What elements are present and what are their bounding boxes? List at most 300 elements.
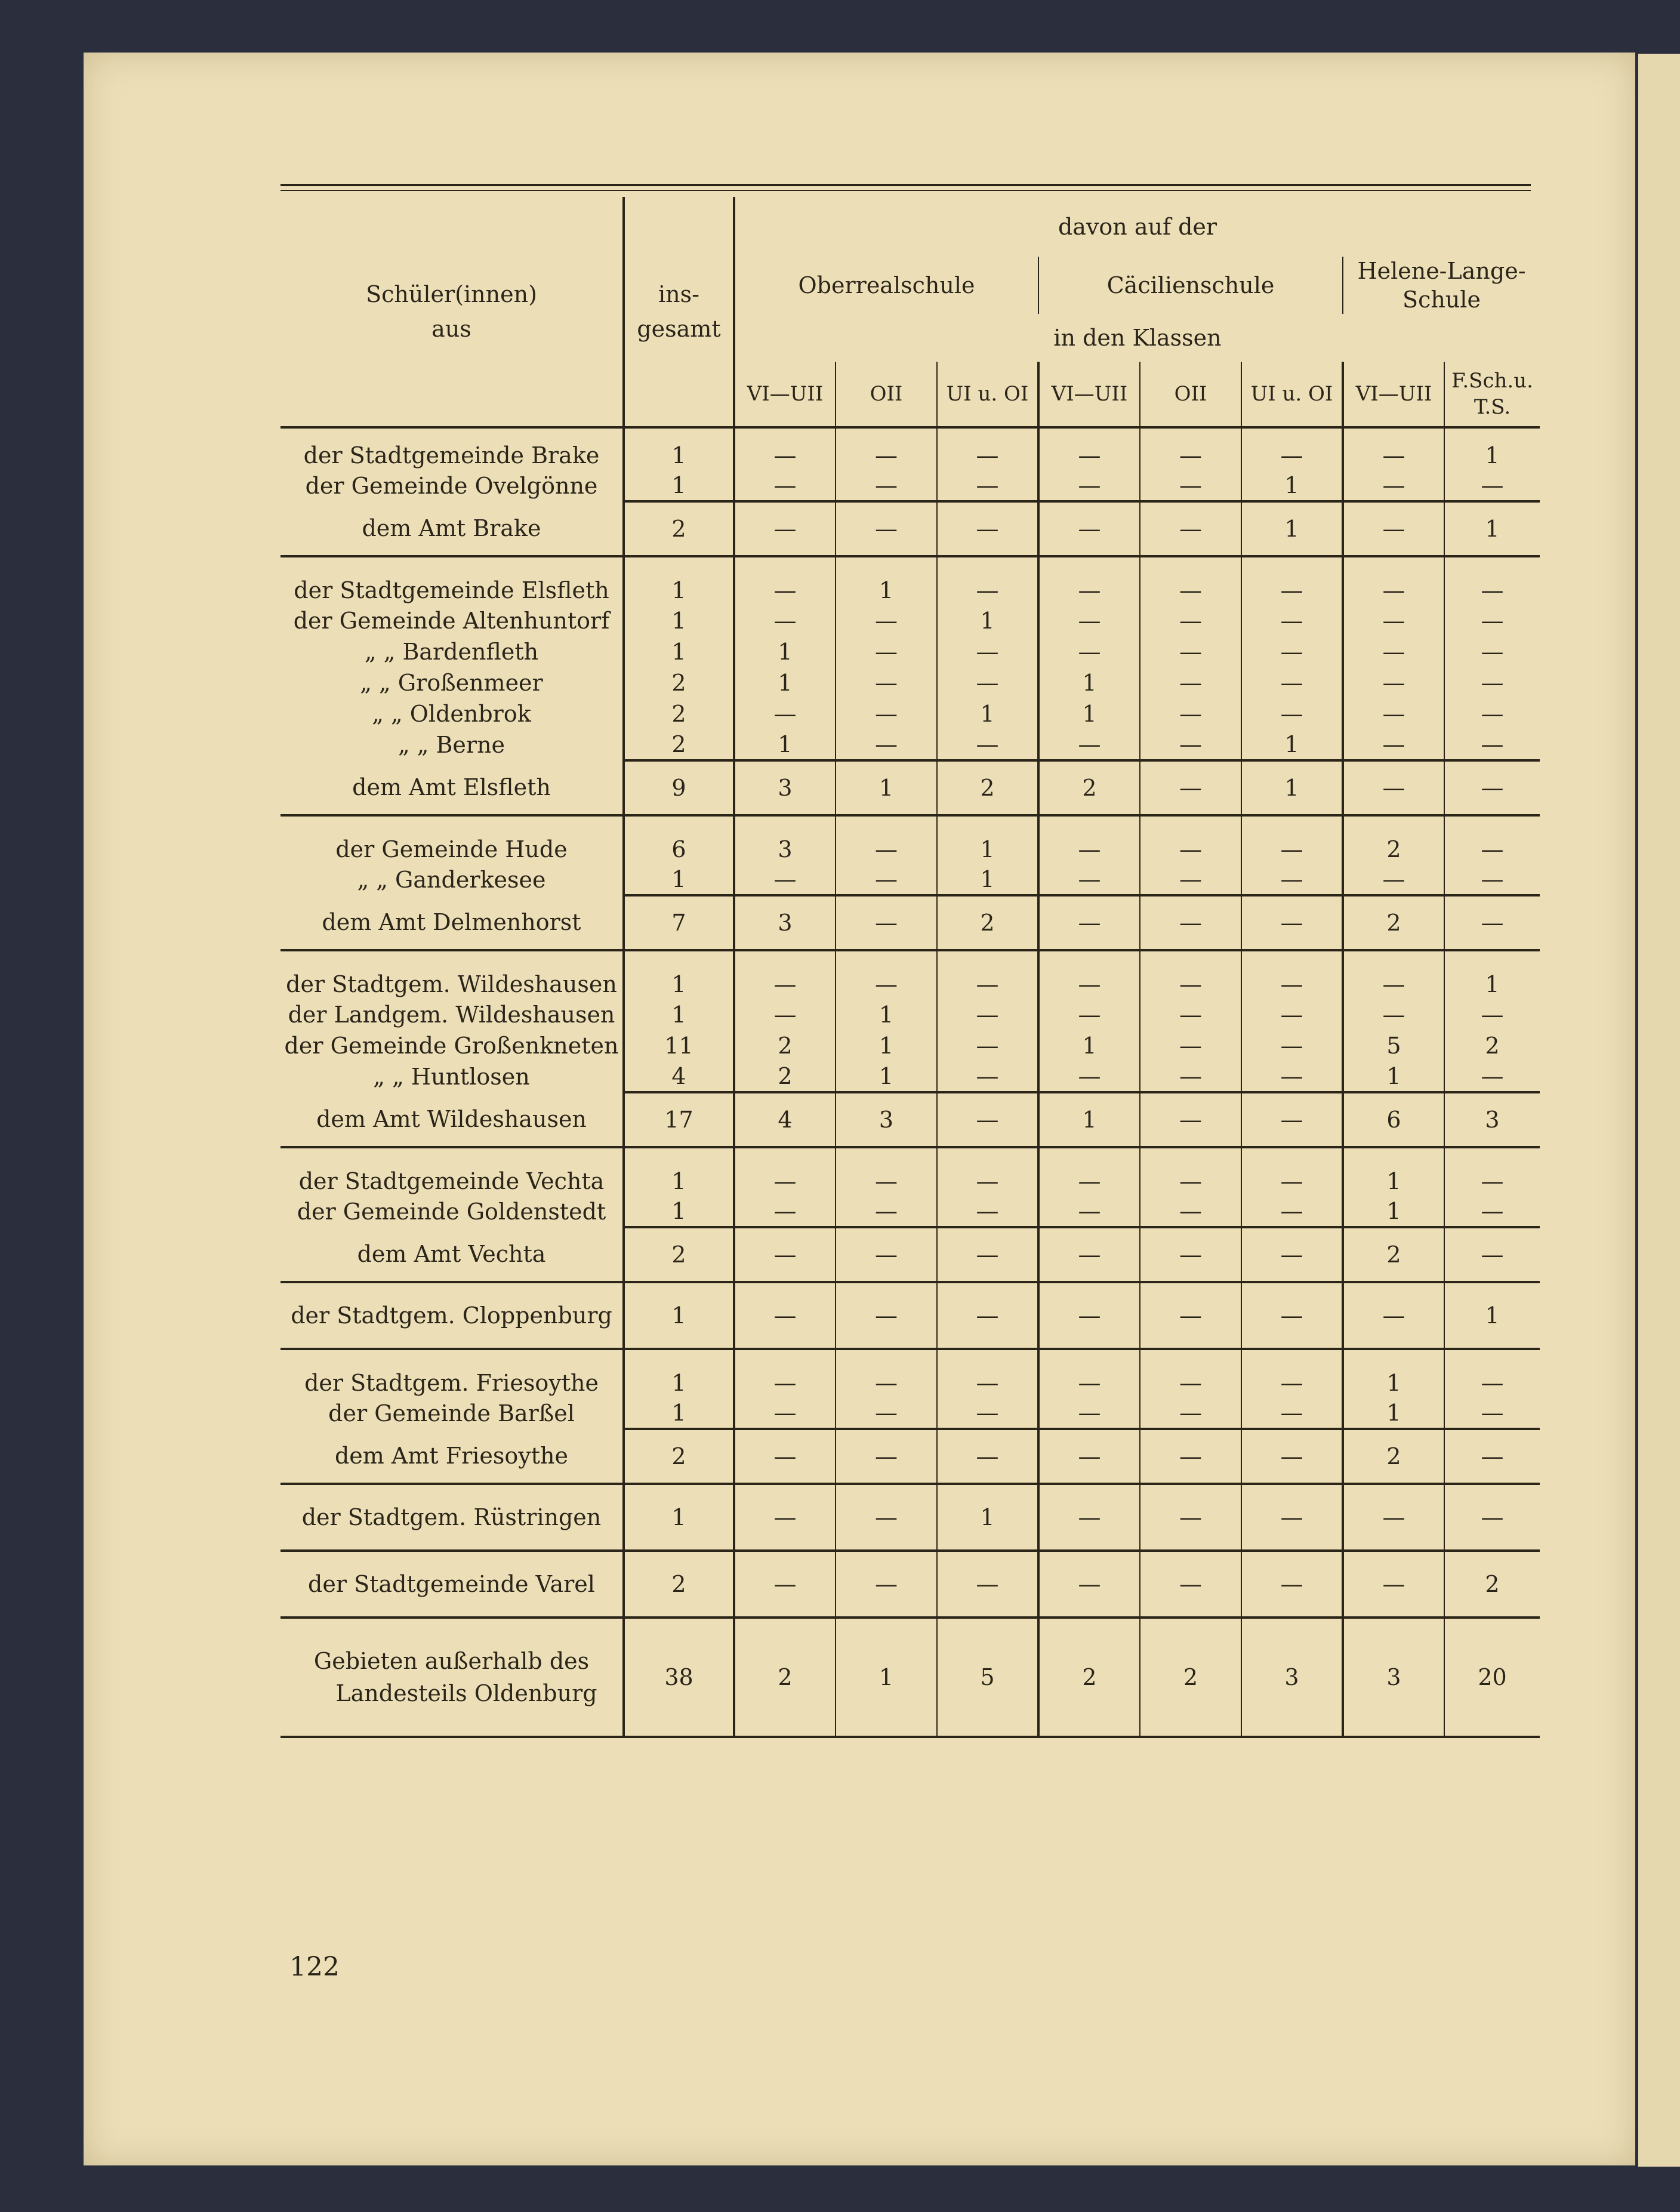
value-cell: 1 (1241, 501, 1343, 556)
value-cell: 2 (1343, 1429, 1444, 1484)
value-cell: — (1241, 1061, 1343, 1092)
value-cell: — (1241, 895, 1343, 950)
value-cell: — (1241, 1349, 1343, 1398)
value-cell: — (937, 1030, 1038, 1061)
value-cell: — (1343, 760, 1444, 815)
table-row (280, 1618, 1540, 1737)
table-row (280, 556, 1540, 605)
value-cell: — (1444, 895, 1540, 950)
value-cell: — (836, 1196, 937, 1227)
value-cell: 1 (937, 815, 1038, 864)
row-label: der Gemeinde Barßel (328, 1400, 575, 1427)
row-label (280, 1618, 624, 1737)
value-cell: — (1038, 895, 1140, 950)
value-cell: — (1241, 698, 1343, 729)
value-cell: — (734, 1398, 836, 1429)
value-cell: — (1241, 1196, 1343, 1227)
value-cell: — (734, 1227, 836, 1282)
value-cell: 1 (937, 605, 1038, 636)
value-cell: — (1343, 864, 1444, 895)
value-cell: — (734, 1429, 836, 1484)
value-cell: — (836, 895, 937, 950)
value-cell: — (1241, 1092, 1343, 1147)
value-cell: — (1241, 605, 1343, 636)
value-cell: — (1038, 556, 1140, 605)
value-cell: — (836, 1429, 937, 1484)
value-cell: — (734, 605, 836, 636)
row-label: der Gemeinde Goldenstedt (297, 1199, 606, 1225)
total-cell: 17 (624, 1092, 734, 1147)
table-row (280, 605, 1540, 636)
value-cell: 3 (1241, 1618, 1343, 1737)
value-cell: — (1241, 999, 1343, 1030)
value-cell: — (1444, 698, 1540, 729)
header-caecilienschule: Cäcilienschule (1038, 257, 1343, 314)
value-cell: 1 (836, 1618, 937, 1737)
row-label: der Stadtgem. Friesoythe (280, 1349, 624, 1398)
total-cell: 1 (624, 950, 734, 999)
value-cell: 2 (734, 1030, 836, 1061)
row-label: „ „ Huntlosen (373, 1064, 530, 1090)
total-cell: 1 (624, 1196, 734, 1227)
value-cell: — (1038, 1349, 1140, 1398)
header-helene-lange-2: Schule (1402, 286, 1481, 313)
value-cell: — (937, 1551, 1038, 1618)
value-cell: — (836, 698, 937, 729)
value-cell: — (1140, 1092, 1241, 1147)
value-cell: 3 (734, 895, 836, 950)
value-cell: — (1140, 815, 1241, 864)
row-label: der Stadtgem. Cloppenburg (280, 1282, 624, 1349)
row-label-line-2: Landesteils Oldenburg (335, 1680, 597, 1706)
table-row (280, 864, 1540, 895)
total-cell: 7 (624, 895, 734, 950)
value-cell: — (1343, 950, 1444, 999)
value-cell: 5 (1343, 1030, 1444, 1061)
subheader-cs-oii: OII (1140, 362, 1241, 427)
row-label: der Gemeinde Ovelgönne (305, 473, 598, 499)
value-cell: — (734, 470, 836, 501)
value-cell: — (1140, 950, 1241, 999)
value-cell: 5 (937, 1618, 1038, 1737)
total-cell: 4 (624, 1061, 734, 1092)
value-cell: — (1140, 698, 1241, 729)
value-cell: — (1241, 864, 1343, 895)
value-cell: — (836, 667, 937, 698)
value-cell: — (734, 864, 836, 895)
header-origin (280, 197, 624, 427)
value-cell: 2 (1038, 1618, 1140, 1737)
value-cell: — (1343, 1551, 1444, 1618)
value-cell: — (1241, 1282, 1343, 1349)
value-cell: 1 (836, 1061, 937, 1092)
total-cell: 2 (624, 667, 734, 698)
value-cell: — (1444, 605, 1540, 636)
value-cell: — (1038, 605, 1140, 636)
header-total-label: ins- (658, 281, 699, 307)
table-row (280, 815, 1540, 864)
value-cell: — (1140, 1196, 1241, 1227)
value-cell: 20 (1444, 1618, 1540, 1737)
value-cell: — (1140, 1398, 1241, 1429)
value-cell: — (1444, 760, 1540, 815)
table-top-rule (280, 184, 1531, 186)
value-cell: — (1241, 1398, 1343, 1429)
value-cell: — (1140, 1282, 1241, 1349)
value-cell: 1 (1343, 1196, 1444, 1227)
total-cell: 2 (624, 501, 734, 556)
total-cell: 1 (624, 1147, 734, 1196)
value-cell: — (1140, 1061, 1241, 1092)
subheader-hls-vi-uii: VI—UII (1343, 362, 1444, 427)
subheader-hls-fsch (1444, 362, 1540, 427)
value-cell: — (1241, 1484, 1343, 1551)
value-cell: — (1241, 1030, 1343, 1061)
value-cell: — (937, 729, 1038, 760)
table-row (280, 1061, 1540, 1092)
value-cell: — (1444, 1147, 1540, 1196)
table-row (280, 1030, 1540, 1061)
value-cell: — (1140, 636, 1241, 667)
value-cell: 1 (734, 636, 836, 667)
value-cell: — (1241, 427, 1343, 470)
header-helene-lange (1343, 257, 1540, 314)
value-cell: — (836, 1349, 937, 1398)
table-row (280, 1092, 1540, 1147)
value-cell: 1 (1444, 950, 1540, 999)
value-cell: 1 (1241, 729, 1343, 760)
total-cell: 2 (624, 698, 734, 729)
value-cell: 1 (1038, 1030, 1140, 1061)
value-cell: — (937, 999, 1038, 1030)
table-row (280, 427, 1540, 470)
value-cell: — (1038, 1061, 1140, 1092)
value-cell: 2 (1140, 1618, 1241, 1737)
value-cell: — (1038, 950, 1140, 999)
value-cell: — (836, 950, 937, 999)
value-cell: 1 (1343, 1061, 1444, 1092)
total-cell: 6 (624, 815, 734, 864)
value-cell: — (1038, 470, 1140, 501)
table-row (280, 1282, 1540, 1349)
table-row (280, 1147, 1540, 1196)
value-cell: — (1038, 427, 1140, 470)
value-cell: — (937, 1196, 1038, 1227)
value-cell: — (1038, 1429, 1140, 1484)
subheader-ors-ui-oi: UI u. OI (937, 362, 1038, 427)
value-cell: 1 (836, 1030, 937, 1061)
value-cell: — (836, 1484, 937, 1551)
total-cell: 1 (624, 1398, 734, 1429)
subheader-cs-vi-uii: VI—UII (1038, 362, 1140, 427)
value-cell: — (836, 427, 937, 470)
value-cell: — (1140, 501, 1241, 556)
table-row (280, 950, 1540, 999)
value-cell: — (734, 698, 836, 729)
value-cell: 1 (1038, 667, 1140, 698)
row-label: der Stadtgem. Wildeshausen (280, 950, 624, 999)
value-cell: — (1140, 999, 1241, 1030)
value-cell: — (1444, 556, 1540, 605)
value-cell: 1 (1038, 1092, 1140, 1147)
value-cell: — (1444, 864, 1540, 895)
value-cell: — (1140, 760, 1241, 815)
value-cell: 2 (734, 1618, 836, 1737)
value-cell: 1 (836, 999, 937, 1030)
value-cell: 2 (734, 1061, 836, 1092)
row-label: der Stadtgemeinde Elsfleth (280, 556, 624, 605)
row-label: „ „ Ganderkesee (357, 867, 546, 893)
total-cell: 2 (624, 729, 734, 760)
value-cell: — (1038, 729, 1140, 760)
total-cell: 2 (624, 1227, 734, 1282)
header-helene-lange-1: Helene-Lange- (1357, 258, 1526, 284)
value-cell: — (1343, 1282, 1444, 1349)
row-label: dem Amt Wildeshausen (316, 1106, 587, 1132)
value-cell: — (734, 1484, 836, 1551)
table-row (280, 895, 1540, 950)
table-row (280, 1398, 1540, 1429)
value-cell: 1 (836, 556, 937, 605)
value-cell: — (937, 1061, 1038, 1092)
value-cell: — (1444, 815, 1540, 864)
table-row (280, 1227, 1540, 1282)
value-cell: 3 (1444, 1092, 1540, 1147)
value-cell: — (1444, 999, 1540, 1030)
value-cell: — (734, 1147, 836, 1196)
value-cell: — (1241, 667, 1343, 698)
value-cell: — (1241, 1429, 1343, 1484)
row-label: „ „ Großenmeer (360, 670, 543, 696)
value-cell: — (836, 1147, 937, 1196)
header-total (624, 197, 734, 427)
row-label: der Gemeinde Hude (280, 815, 624, 864)
value-cell: — (734, 1282, 836, 1349)
value-cell: 1 (734, 667, 836, 698)
row-label: dem Amt Friesoythe (334, 1443, 568, 1469)
row-label: dem Amt Delmenhorst (322, 909, 581, 935)
value-cell: — (1241, 950, 1343, 999)
value-cell: 2 (937, 760, 1038, 815)
subheader-hls-fsch-2: T.S. (1474, 395, 1511, 419)
value-cell: 1 (1444, 427, 1540, 470)
total-cell: 1 (624, 999, 734, 1030)
value-cell: — (836, 605, 937, 636)
value-cell: — (1343, 698, 1444, 729)
value-cell: — (1444, 1227, 1540, 1282)
table-row (280, 667, 1540, 698)
total-cell: 1 (624, 1349, 734, 1398)
header-oberrealschule: Oberrealschule (734, 257, 1038, 314)
value-cell: — (1343, 667, 1444, 698)
value-cell: — (1140, 864, 1241, 895)
value-cell: — (1343, 999, 1444, 1030)
value-cell: — (1140, 1551, 1241, 1618)
value-cell: — (1038, 1147, 1140, 1196)
value-cell: 3 (836, 1092, 937, 1147)
table-row (280, 470, 1540, 501)
total-cell: 1 (624, 605, 734, 636)
value-cell: — (836, 729, 937, 760)
header-total-label-2: gesamt (637, 316, 721, 342)
value-cell: — (1343, 605, 1444, 636)
table-row (280, 729, 1540, 760)
table-row (280, 636, 1540, 667)
value-cell: — (1140, 427, 1241, 470)
total-cell: 9 (624, 760, 734, 815)
value-cell: — (836, 1398, 937, 1429)
table-row (280, 1429, 1540, 1484)
header-in-den-klassen: in den Klassen (734, 314, 1540, 362)
value-cell: — (1444, 729, 1540, 760)
total-cell: 1 (624, 636, 734, 667)
row-label: der Stadtgemeinde Brake (280, 427, 624, 470)
value-cell: — (937, 1227, 1038, 1282)
value-cell: — (1140, 1484, 1241, 1551)
total-cell: 1 (624, 427, 734, 470)
value-cell: 2 (1038, 760, 1140, 815)
value-cell: 3 (1343, 1618, 1444, 1737)
value-cell: — (1038, 1196, 1140, 1227)
subheader-ors-oii: OII (836, 362, 937, 427)
value-cell: — (1140, 1147, 1241, 1196)
header-origin-label-2: aus (431, 316, 471, 342)
value-cell: — (1444, 470, 1540, 501)
value-cell: — (937, 501, 1038, 556)
row-label: der Stadtgem. Rüstringen (280, 1484, 624, 1551)
value-cell: — (1343, 427, 1444, 470)
value-cell: 3 (734, 760, 836, 815)
table-row (280, 501, 1540, 556)
value-cell: — (1444, 1196, 1540, 1227)
value-cell: — (1343, 1484, 1444, 1551)
value-cell: — (937, 636, 1038, 667)
value-cell: — (1444, 667, 1540, 698)
value-cell: — (836, 1551, 937, 1618)
value-cell: — (937, 427, 1038, 470)
value-cell: — (836, 636, 937, 667)
value-cell: — (1038, 1484, 1140, 1551)
value-cell: — (1038, 1398, 1140, 1429)
table-row (280, 1551, 1540, 1618)
value-cell: — (836, 864, 937, 895)
value-cell: — (937, 1282, 1038, 1349)
value-cell: — (734, 999, 836, 1030)
value-cell: 2 (1343, 895, 1444, 950)
table-top-rule-thin (280, 190, 1531, 191)
total-cell: 1 (624, 864, 734, 895)
value-cell: — (1444, 1484, 1540, 1551)
value-cell: 3 (734, 815, 836, 864)
value-cell: — (734, 1349, 836, 1398)
value-cell: — (1038, 1282, 1140, 1349)
value-cell: — (836, 1227, 937, 1282)
value-cell: — (1140, 1227, 1241, 1282)
value-cell: 1 (836, 760, 937, 815)
table-row (280, 760, 1540, 815)
total-cell: 1 (624, 470, 734, 501)
value-cell: — (1038, 864, 1140, 895)
facing-page-edge (1638, 54, 1680, 2167)
value-cell: 1 (734, 729, 836, 760)
subheader-cs-ui-oi: UI u. OI (1241, 362, 1343, 427)
value-cell: — (734, 556, 836, 605)
row-label: der Landgem. Wildeshausen (288, 1002, 615, 1028)
value-cell: 2 (1343, 815, 1444, 864)
page-number: 122 (289, 1952, 340, 1982)
value-cell: — (1444, 1429, 1540, 1484)
total-cell: 38 (624, 1618, 734, 1737)
value-cell: — (1241, 1551, 1343, 1618)
value-cell: — (734, 501, 836, 556)
value-cell: — (1241, 1227, 1343, 1282)
value-cell: 1 (1343, 1349, 1444, 1398)
value-cell: 1 (1444, 501, 1540, 556)
value-cell: — (1038, 501, 1140, 556)
table-row (280, 1484, 1540, 1551)
value-cell: — (1140, 1030, 1241, 1061)
value-cell: — (1038, 1227, 1140, 1282)
table-row (280, 698, 1540, 729)
header-origin-label: Schüler(innen) (366, 281, 537, 307)
value-cell: — (1444, 636, 1540, 667)
value-cell: — (937, 556, 1038, 605)
value-cell: — (734, 1551, 836, 1618)
value-cell: — (1140, 470, 1241, 501)
value-cell: — (1140, 729, 1241, 760)
value-cell: — (1241, 556, 1343, 605)
value-cell: — (836, 501, 937, 556)
value-cell: — (1038, 636, 1140, 667)
header-davon: davon auf der (734, 197, 1540, 257)
value-cell: — (1343, 636, 1444, 667)
row-label: der Stadtgemeinde Vechta (280, 1147, 624, 1196)
value-cell: 1 (937, 698, 1038, 729)
row-label: „ „ Berne (397, 732, 505, 758)
table-row (280, 1196, 1540, 1227)
value-cell: — (937, 1429, 1038, 1484)
value-cell: — (734, 950, 836, 999)
value-cell: — (1140, 605, 1241, 636)
table-row (280, 1349, 1540, 1398)
value-cell: — (734, 1196, 836, 1227)
value-cell: — (1038, 999, 1140, 1030)
table-row (280, 999, 1540, 1030)
value-cell: 2 (1444, 1551, 1540, 1618)
value-cell: 2 (1444, 1030, 1540, 1061)
value-cell: — (937, 1398, 1038, 1429)
value-cell: — (1140, 556, 1241, 605)
value-cell: — (1444, 1349, 1540, 1398)
value-cell: — (937, 1092, 1038, 1147)
value-cell: 2 (937, 895, 1038, 950)
value-cell: — (836, 1282, 937, 1349)
total-cell: 1 (624, 556, 734, 605)
total-cell: 11 (624, 1030, 734, 1061)
value-cell: — (937, 1147, 1038, 1196)
value-cell: — (1343, 470, 1444, 501)
value-cell: 1 (937, 864, 1038, 895)
value-cell: 1 (1444, 1282, 1540, 1349)
value-cell: 1 (1241, 760, 1343, 815)
value-cell: — (1343, 729, 1444, 760)
total-cell: 1 (624, 1484, 734, 1551)
value-cell: — (1343, 556, 1444, 605)
row-label: dem Amt Brake (362, 515, 541, 541)
row-label: der Gemeinde Großenkneten (284, 1033, 619, 1059)
value-cell: 1 (937, 1484, 1038, 1551)
value-cell: 2 (1343, 1227, 1444, 1282)
